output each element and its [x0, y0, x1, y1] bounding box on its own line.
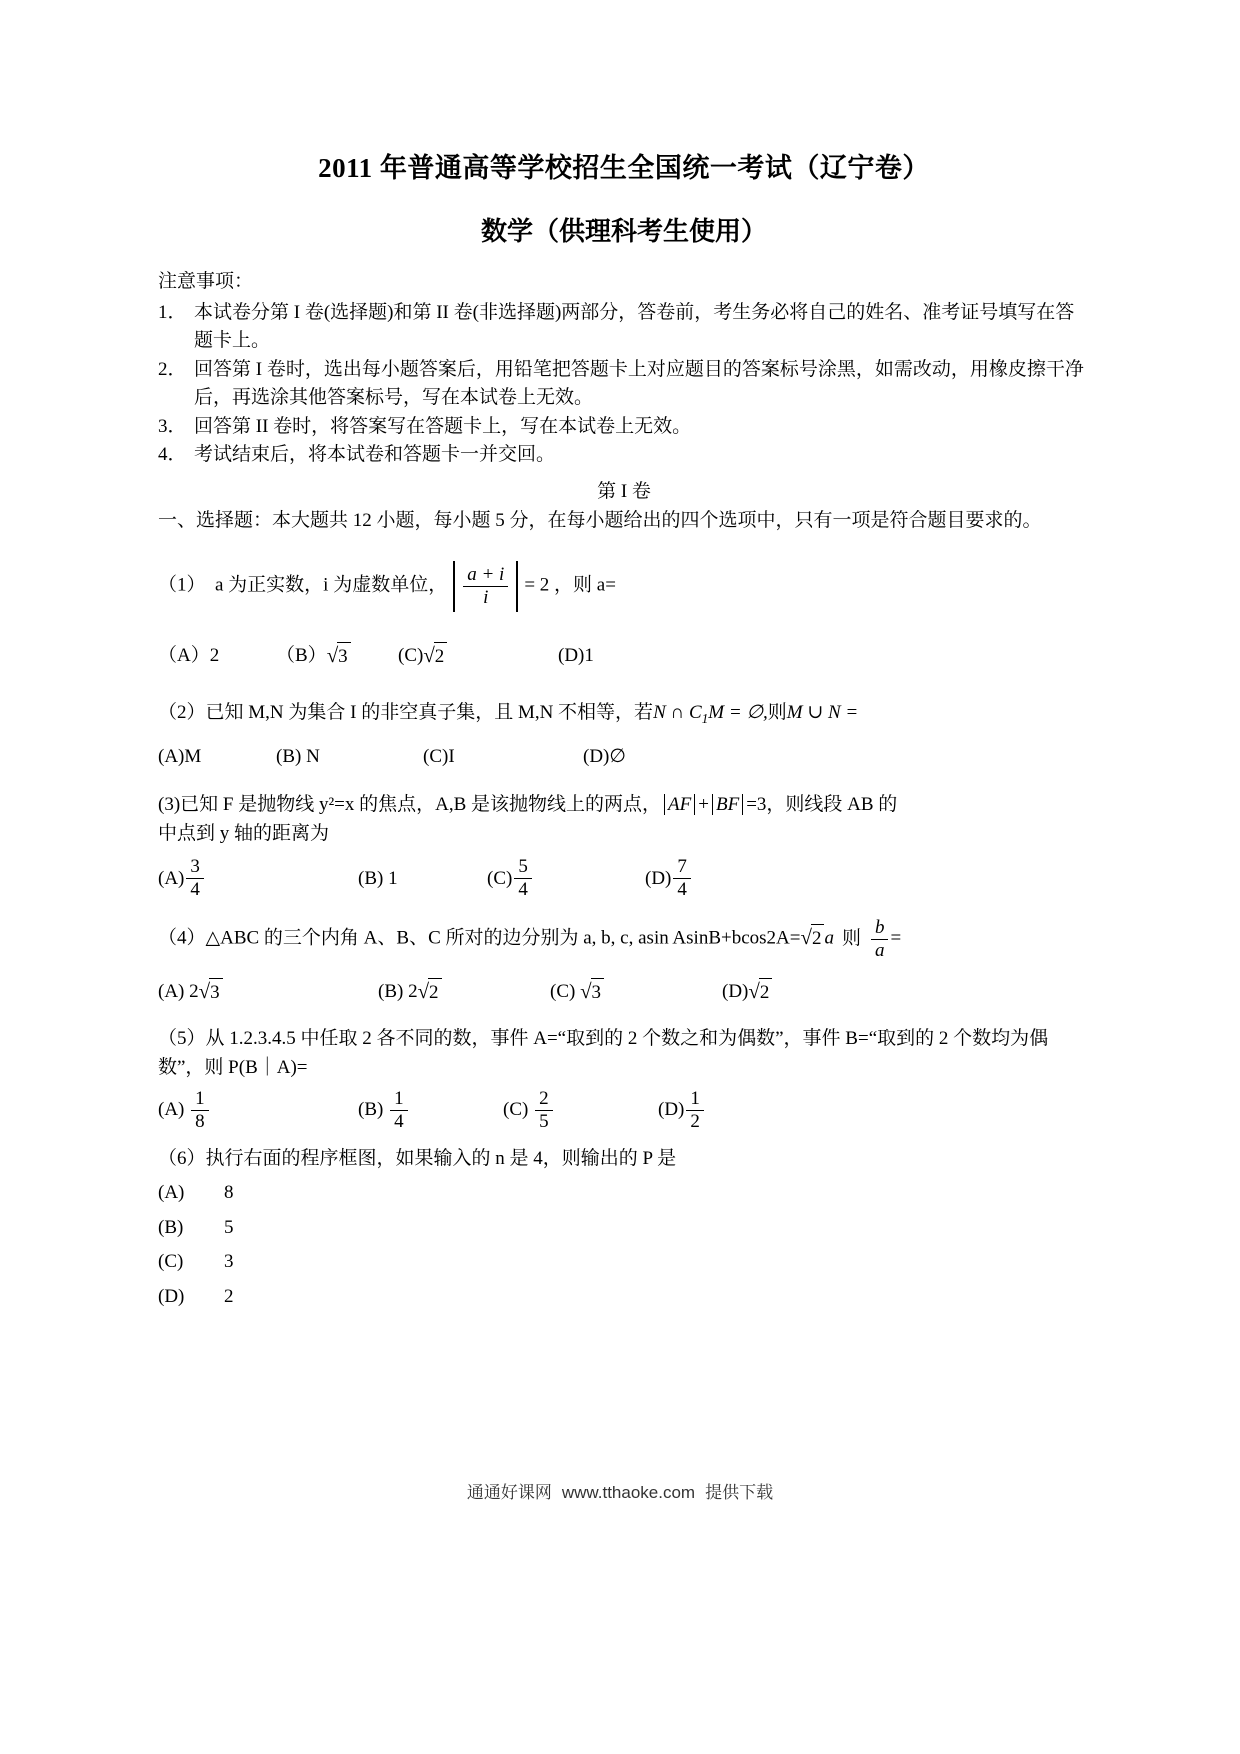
option-6d: [158, 1283, 1090, 1312]
option-5a: [158, 1088, 358, 1133]
notes-heading: 注意事项：: [158, 271, 254, 292]
option-label: (D): [158, 1285, 185, 1307]
frac-den: 4: [677, 879, 687, 901]
option-label: (B): [358, 1099, 389, 1121]
question-6: [158, 1145, 1090, 1312]
stem-text: （4）△ABC 的三个内角 A、B、C 所对的边分别为 a, b, c, asin AsinB+bcos2A=: [158, 927, 801, 949]
option-4c: [550, 978, 722, 1008]
option-4b: [378, 978, 550, 1008]
stem-text: （2）已知 M,N 为集合 I 的非空真子集，且 M,N 不相等，若: [158, 702, 654, 724]
option-1d: (D)1: [558, 645, 594, 667]
note-number: 2．: [158, 358, 187, 380]
note-number: 4．: [158, 444, 187, 465]
note-item: [158, 356, 1090, 413]
page-subtitle: 数学（供理科考生使用）: [480, 217, 767, 246]
radical: [423, 642, 447, 672]
part-1-heading: 第 I 卷: [597, 480, 651, 502]
radicand: 3: [209, 978, 223, 1008]
option-label: (C): [398, 645, 424, 667]
option-label: (C): [158, 1251, 184, 1273]
fraction: [514, 856, 532, 901]
fraction: [191, 1088, 209, 1133]
question-5-stem: （5）从 1.2.3.4.5 中任取 2 各不同的数，事件 A=“取到的 2 个数之和为偶数”，事件 B=“取到的 2 个数均为偶数”，则 P(B｜A)=: [158, 1028, 1049, 1078]
option-label: (A): [158, 1099, 190, 1121]
fraction: [463, 564, 508, 609]
option-label: （B）: [276, 645, 327, 667]
note-item: [158, 413, 1090, 442]
frac-num: 2: [535, 1088, 553, 1111]
option-label: (C): [550, 981, 581, 1003]
frac-den: i: [483, 586, 489, 608]
radicand: 2: [428, 978, 442, 1008]
option-3d: [645, 856, 693, 901]
math-text: M = ∅,: [708, 702, 768, 724]
note-item: [158, 299, 1090, 356]
radical-sign: √: [800, 924, 812, 949]
radicand: 2: [811, 924, 825, 954]
option-6c: [158, 1248, 1090, 1277]
absolute-value-expression: [453, 561, 518, 612]
option-3c: [487, 856, 645, 901]
frac-num: a + i: [463, 564, 508, 587]
radical: [199, 978, 223, 1008]
subscript: 1: [701, 710, 709, 726]
frac-num: 1: [390, 1088, 408, 1111]
note-text: 本试卷分第 I 卷(选择题)和第 II 卷(非选择题)两部分，答卷前，考生务必将自己的姓名、准考证号填写在答题卡上。: [194, 301, 1075, 351]
math-expression: M ∪ N =: [786, 702, 859, 724]
option-value: 5: [224, 1216, 234, 1238]
radicand: 3: [591, 978, 605, 1008]
question-5: [158, 1025, 1090, 1133]
option-6a: [158, 1179, 1090, 1208]
option-value: 2: [224, 1285, 234, 1307]
option-5c: [503, 1088, 658, 1133]
plus-sign: +: [698, 794, 709, 816]
option-value: 8: [224, 1182, 234, 1204]
question-2-stem: [158, 699, 1090, 729]
option-5d: [658, 1088, 706, 1133]
frac-num: b: [871, 917, 889, 940]
frac-num: 3: [186, 856, 204, 879]
frac-num: 1: [191, 1088, 209, 1111]
absolute-value-BF: BF: [712, 794, 743, 815]
option-label: (D): [722, 981, 749, 1003]
option-label: (C): [503, 1099, 534, 1121]
question-1: [158, 561, 1090, 671]
option-2c: (C)I: [423, 745, 455, 767]
math-text: N ∩ C: [653, 702, 702, 724]
question-3: [158, 791, 1090, 901]
option-2a: (A)M: [158, 745, 202, 767]
radical-sign: √: [326, 642, 339, 667]
radical: [748, 978, 772, 1008]
frac-den: 4: [394, 1111, 404, 1133]
radical: [327, 642, 351, 672]
option-4d: [722, 978, 772, 1008]
option-2b: (B) N: [276, 745, 320, 767]
note-text: 回答第 II 卷时，将答案写在答题卡上，写在本试卷上无效。: [194, 415, 692, 437]
radical-sign: √: [580, 978, 592, 1003]
frac-num: 5: [514, 856, 532, 879]
option-1c: [398, 642, 558, 672]
option-2d: (D)∅: [583, 745, 626, 767]
note-text: 回答第 I 卷时，选出每小题答案后，用铅笔把答题卡上对应题目的答案标号涂黑，如需改动，用橡皮擦干净后，再选涂其他答案标号，写在本试卷上无效。: [194, 358, 1084, 408]
notes-section: [158, 268, 1090, 470]
option-5b: [358, 1088, 503, 1133]
math-expression: [653, 702, 768, 726]
radical-sign: √: [417, 978, 430, 1003]
footer-tail: 提供下载: [705, 1483, 774, 1502]
option-label: (B): [378, 981, 409, 1003]
option-label: (D): [658, 1099, 685, 1121]
option-label: (A): [158, 867, 185, 889]
note-item: [158, 441, 1090, 470]
page-title: 2011 年普通高等学校招生全国统一考试（辽宁卷）: [318, 153, 930, 183]
question-3-stem: [158, 791, 1090, 820]
radicand: 2: [759, 978, 773, 1008]
stem-text: 则: [767, 702, 787, 724]
frac-den: 2: [690, 1111, 700, 1133]
option-6b: [158, 1214, 1090, 1243]
stem-text: 则: [841, 927, 861, 949]
stem-text: = 2 ，则 a=: [524, 574, 616, 596]
footer: [0, 1478, 1240, 1503]
frac-num: 1: [686, 1088, 704, 1111]
fraction: [390, 1088, 408, 1133]
frac-den: 5: [539, 1111, 549, 1133]
fraction: [871, 917, 889, 962]
radical-sign: √: [423, 642, 435, 667]
math-variable: a: [824, 927, 834, 949]
note-text: 考试结束后，将本试卷和答题卡一并交回。: [194, 444, 556, 465]
option-label: (D): [645, 867, 672, 889]
option-value: 3: [224, 1251, 234, 1273]
question-1-stem: [158, 561, 1090, 612]
footer-url: www.tthaoke.com: [561, 1483, 696, 1502]
question-3-options: [158, 856, 1090, 901]
question-4-options: [158, 978, 1090, 1008]
radical-sign: √: [748, 978, 760, 1003]
frac-den: 4: [518, 879, 528, 901]
option-1a: （A）2: [158, 645, 220, 667]
radical-sign: √: [198, 978, 211, 1003]
radicand: 3: [337, 642, 351, 672]
question-4: [158, 917, 1090, 1007]
option-3a: [158, 856, 358, 901]
coefficient: 2: [408, 981, 418, 1003]
fraction: [686, 1088, 704, 1133]
question-5-options: [158, 1088, 1090, 1133]
footer-site: 通通好课网: [466, 1483, 552, 1502]
question-3-stem-line2: 中点到 y 轴的距离为: [158, 822, 330, 844]
fraction: [673, 856, 691, 901]
stem-text: （1） a 为正实数，i 为虚数单位，: [158, 574, 448, 596]
radical: [800, 924, 824, 954]
coefficient: 2: [189, 981, 199, 1003]
absolute-value-AF: AF: [664, 794, 695, 815]
stem-text: (3)已知 F 是抛物线 y²=x 的焦点，A,B 是该抛物线上的两点，: [158, 794, 662, 816]
radicand: 2: [434, 642, 448, 672]
option-label: (A): [158, 981, 190, 1003]
option-1b: [276, 642, 398, 672]
frac-den: a: [874, 939, 885, 961]
question-1-options: [158, 642, 1090, 672]
stem-text: 则线段 AB 的: [785, 794, 898, 816]
question-4-stem: [158, 917, 1090, 962]
frac-den: 4: [190, 879, 200, 901]
option-label: (C): [487, 867, 513, 889]
radical: [418, 978, 442, 1008]
option-4a: [158, 978, 378, 1008]
frac-num: 7: [673, 856, 691, 879]
note-number: 1．: [158, 301, 187, 323]
stem-text: =: [890, 927, 902, 949]
frac-den: 8: [195, 1111, 205, 1133]
option-label: (A): [158, 1182, 185, 1204]
choice-section-intro: 一、选择题：本大题共 12 小题，每小题 5 分，在每小题给出的四个选项中，只有一项是符合题目要求的。: [158, 509, 1042, 531]
option-label: (B): [158, 1216, 184, 1238]
fraction: [535, 1088, 553, 1133]
note-number: 3．: [158, 415, 187, 437]
question-6-stem: （6）执行右面的程序框图，如果输入的 n 是 4，则输出的 P 是: [158, 1147, 677, 1169]
question-2: [158, 699, 1090, 771]
stem-text: =3，: [746, 794, 786, 816]
question-2-options: [158, 743, 1090, 772]
radical: [580, 978, 604, 1008]
fraction: [186, 856, 204, 901]
option-3b: (B) 1: [358, 867, 398, 889]
